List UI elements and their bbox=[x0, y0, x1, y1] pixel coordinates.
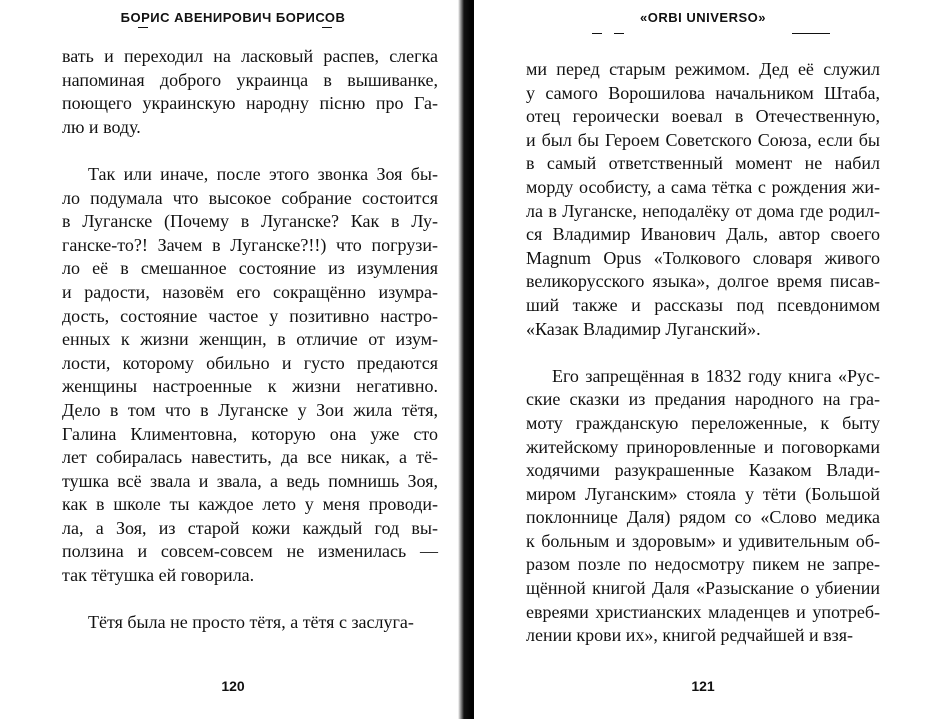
header-rule-left bbox=[138, 27, 148, 28]
text-line: «Казак Владимир Луганский». bbox=[526, 318, 761, 339]
page-number-right: 121 bbox=[691, 678, 715, 694]
text-line: женщины настроенные к жизни негативно. bbox=[62, 376, 438, 397]
text-line: Magnum Opus «Толкового словаря живого bbox=[526, 247, 880, 268]
text-line: Галина Климентовна, которую она уже сто bbox=[62, 423, 438, 444]
header-rule-right-c bbox=[792, 33, 830, 34]
text-line: тушка всё звала и звала, а ведь помнишь Зоя, bbox=[62, 470, 438, 491]
text-line: Так или иначе, после этого звонка Зоя бы- bbox=[88, 163, 438, 184]
text-line: ло её в смешанное состояние из изумления bbox=[62, 258, 438, 279]
text-line: поклоннице Даля) рядом со «Слово медика bbox=[526, 507, 880, 528]
header-rule-right-a bbox=[592, 33, 602, 34]
text-line: морду особисту, а сама тётка с рождения жи- bbox=[526, 176, 880, 197]
right-page bbox=[474, 0, 932, 719]
text-line: и был бы Героем Советского Союза, если бы bbox=[526, 129, 880, 150]
text-line: великорусского языка», долгое время писав- bbox=[526, 271, 880, 292]
page-number-left: 120 bbox=[221, 678, 245, 694]
text-line: житейскому приноровленные и поговорками bbox=[526, 436, 880, 457]
text-line: ла, а Зоя, из старой кожи каждый год вы- bbox=[62, 517, 438, 538]
paragraph-gap bbox=[526, 341, 880, 365]
text-line: лости, которому обильно и густо предаются bbox=[62, 352, 438, 373]
paragraph-gap bbox=[62, 139, 438, 163]
text-line: миром Луганским» стояла у тёти (Большой bbox=[526, 483, 880, 504]
text-line: ло подумала что высокое собрание состоится bbox=[62, 187, 438, 208]
text-line: лении крови их», книгой редчайшей и взя- bbox=[526, 625, 854, 646]
text-line: вать и переходил на ласковый распев, слегка bbox=[62, 46, 438, 66]
header-rule-right-b bbox=[614, 33, 624, 34]
text-line: ские сказки из предания народного на гра- bbox=[526, 389, 880, 410]
text-line: Дело в том что в Луганске у Зои жила тётя, bbox=[62, 399, 438, 420]
text-line: у самого Ворошилова начальником Штаба, bbox=[526, 82, 880, 103]
text-line: ла в Луганске, неподалёку от дома где родил- bbox=[526, 200, 880, 221]
text-line: ползина и совсем-совсем не изменилась — bbox=[62, 541, 438, 562]
text-line: как в школе ты каждое лето у меня проводи- bbox=[62, 494, 438, 515]
text-line: моту гражданскую переложенные, к быту bbox=[526, 412, 880, 433]
left-page-text bbox=[62, 45, 438, 635]
paragraph-gap bbox=[62, 588, 438, 612]
text-line: и радости, назовём его сокращённо изумра- bbox=[62, 281, 438, 302]
text-line: Тётя была не просто тётя, а тётя с заслуга- bbox=[88, 612, 414, 633]
text-line: евреями христианских младенцев и употреб- bbox=[526, 601, 880, 622]
text-line: напоминая доброго украинца в вышиванке, bbox=[62, 69, 438, 90]
text-line: енных к жизни женщин, в отличие от изум- bbox=[62, 329, 438, 350]
text-line: лет собиралась навестить, да все никак, а тё- bbox=[62, 447, 438, 468]
text-line: в самый ответственный момент не набил bbox=[526, 153, 880, 174]
right-page-text bbox=[526, 58, 880, 648]
header-rule-left-end bbox=[322, 27, 332, 28]
running-head-right: «ORBI UNIVERSO» bbox=[640, 10, 766, 25]
text-line: щённой книгой Даля «Разыскание о убиении bbox=[526, 578, 880, 599]
text-line: ганске-то?! Зачем в Луганске?!!) что погрузи- bbox=[62, 234, 438, 255]
text-line: разом позле по недосмотру пикем не запре- bbox=[526, 554, 880, 575]
text-line: ся Владимир Иванович Даль, автор своего bbox=[526, 224, 880, 245]
text-line: ший также и рассказы под псевдонимом bbox=[526, 294, 880, 315]
text-line: Его запрещённая в 1832 году книга «Рус- bbox=[552, 365, 880, 386]
text-line: отец героически воевал в Отечественную, bbox=[526, 106, 880, 127]
text-line: ходячими разукрашенные Казаком Влади- bbox=[526, 460, 880, 481]
text-line: ми перед старым режимом. Дед её служил bbox=[526, 59, 880, 79]
text-line: так тётушка ей говорила. bbox=[62, 565, 255, 586]
running-head-left: БОРИС АВЕНИРОВИЧ БОРИСОВ bbox=[120, 10, 346, 25]
text-line: поющего украинскую народну пiсню про Га- bbox=[62, 93, 438, 114]
text-line: к больным и здоровым» и удивительным об- bbox=[526, 530, 880, 551]
text-line: лю и воду. bbox=[62, 116, 141, 137]
text-line: дость, состояние частое у позитивно настро- bbox=[62, 305, 438, 326]
text-line: в Луганске (Почему в Луганске? Как в Лу- bbox=[62, 211, 438, 232]
